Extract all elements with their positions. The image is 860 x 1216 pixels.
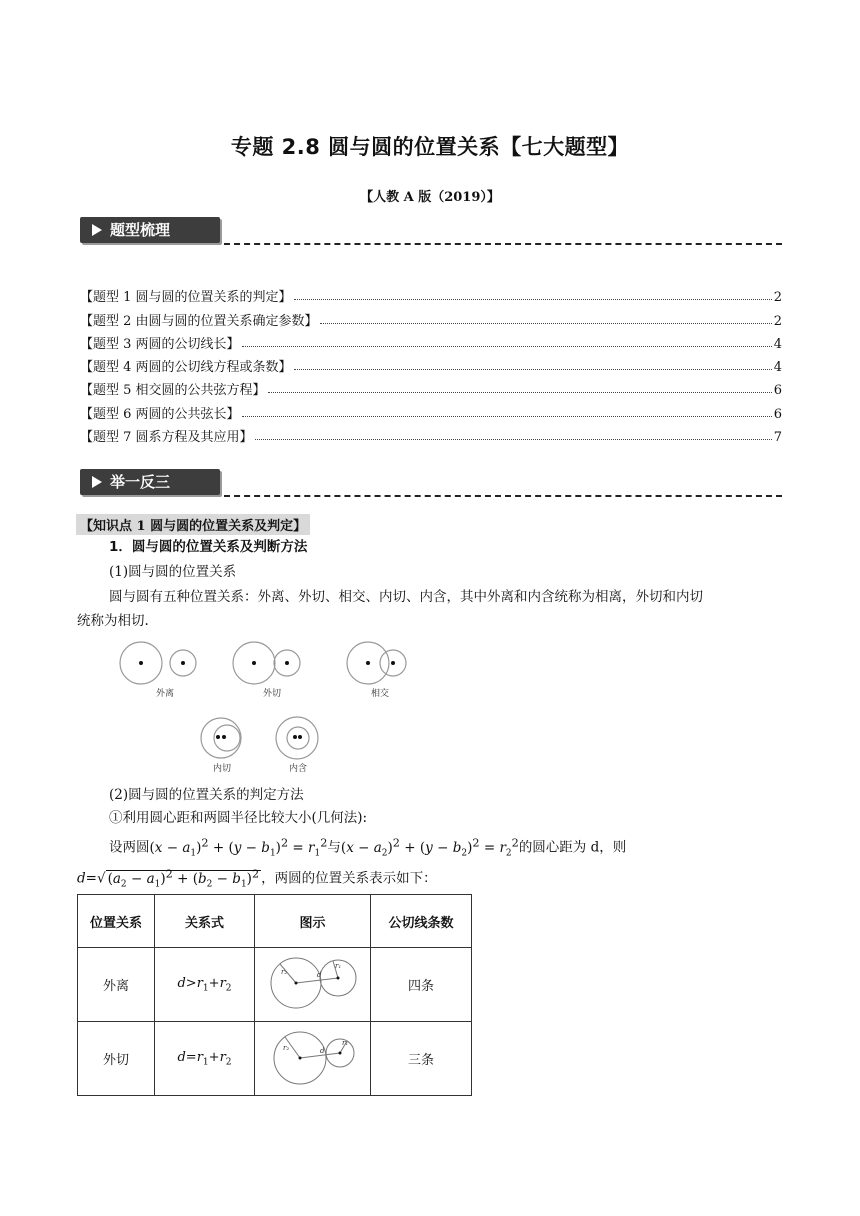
diagram-cell [255,1022,371,1096]
diagram-cell [255,948,371,1022]
count-cell: 三条 [371,1022,472,1096]
toc-entry[interactable] [80,329,782,352]
banner-label: 举一反三 [110,473,171,491]
formula-text: 与 [327,839,341,856]
section-heading: 1．圆与圆的位置关系及判断方法 [109,539,308,555]
section-banner-question-types [80,217,782,247]
dashed-divider [224,495,782,497]
method-text: ①利用圆心距和两圆半径比较大小(几何法): [109,810,368,826]
separate-circles-diagram [263,952,363,1014]
play-arrow-icon [92,476,102,488]
figure-label: 外离 [155,689,175,699]
svg-text:r₂: r₂ [280,967,287,976]
column-header: 图示 [255,895,371,948]
circle [276,717,318,759]
toc-page-number: 2 [773,290,782,306]
figure-label: 内含 [288,764,308,774]
banner-label: 题型梳理 [110,221,171,239]
circle-equation-1: $(x - a_1)^2 + (y - b_1)^2 = r_1^2$ [149,836,328,859]
toc-entry[interactable] [80,352,782,375]
toc-entry[interactable] [80,398,782,421]
toc-page-number: 7 [773,430,782,446]
figure-label: 外切 [262,689,282,699]
toc-page-number: 6 [773,406,782,422]
figure-label: 相交 [370,689,390,699]
toc-leader-dots [242,346,772,347]
toc-entry[interactable] [80,422,782,445]
count-cell: 四条 [371,948,472,1022]
svg-text:r₁: r₁ [341,1038,348,1047]
svg-text:r₂: r₂ [282,1043,289,1052]
table-header-row [78,895,472,948]
document-title: 专题 2.8 圆与圆的位置关系【七大题型】 [230,135,630,159]
paragraph-line: 统称为相切. [77,613,149,629]
figure-label: 内切 [212,764,232,774]
circle-relations-figure [110,638,430,778]
toc-entry[interactable] [80,282,782,305]
toc-entry-label: 【题型 7 圆系方程及其应用】 [80,430,253,446]
toc-entry-label: 【题型 6 两圆的公共弦长】 [80,406,240,422]
play-arrow-icon [92,224,102,236]
formula-text: ，两圆的位置关系表示如下： [261,870,437,887]
relation-cell: 外离 [78,948,155,1022]
toc-entry-label: 【题型 4 两圆的公切线方程或条数】 [80,360,292,376]
table-row [78,948,472,1022]
formula-text: 设两圆 [109,839,150,856]
formula-line [109,832,626,864]
toc-leader-dots [320,323,772,324]
toc-entry-label: 【题型 1 圆与圆的位置关系的判定】 [80,290,292,306]
relation-cell: 外切 [78,1022,155,1096]
section-banner-examples [80,469,782,499]
toc-entry[interactable] [80,305,782,328]
toc-page-number: 2 [773,313,782,329]
toc-leader-dots [242,416,772,417]
column-header: 位置关系 [78,895,155,948]
toc-entry-label: 【题型 3 两圆的公切线长】 [80,336,240,352]
toc-entry[interactable] [80,375,782,398]
toc-leader-dots [268,392,772,393]
toc-leader-dots [255,439,772,440]
svg-text:r₁: r₁ [334,961,341,970]
knowledge-point-heading: 【知识点 1 圆与圆的位置关系及判定】 [76,514,310,535]
dashed-divider [224,243,782,245]
formula-text: 的圆心距为 d，则 [518,839,627,856]
toc-leader-dots [294,299,772,300]
toc-entry-label: 【题型 5 相交圆的公共弦方程】 [80,383,266,399]
toc-page-number: 6 [773,383,782,399]
distance-formula-line [77,863,437,895]
expression-cell: $d=r_1+r_2$ [155,1022,255,1096]
relations-table [77,894,472,1096]
subheading-relations: (1)圆与圆的位置关系 [109,564,237,580]
column-header: 关系式 [155,895,255,948]
edition-subtitle: 【人教 A 版（2019）】 [360,190,500,205]
circle [287,727,309,749]
distance-formula: d=√ $(a_2 - a_1)^2 + (b_2 - b_1)^2$ [77,867,260,890]
column-header: 公切线条数 [371,895,472,948]
toc-page-number: 4 [773,336,782,352]
paragraph-line: 圆与圆有五种位置关系：外离、外切、相交、内切、内含，其中外离和内含统称为相离，外切和内切 [109,589,703,605]
table-of-contents [80,282,782,445]
svg-text:d: d [316,970,321,979]
subheading-methods: (2)圆与圆的位置关系的判定方法 [109,787,304,803]
circle [201,718,241,758]
toc-leader-dots [294,369,772,370]
circle-equation-2: $(x - a_2)^2 + (y - b_2)^2 = r_2^2$ [340,836,519,859]
toc-page-number: 4 [773,360,782,376]
table-row [78,1022,472,1096]
svg-text:d: d [319,1046,324,1055]
external-tangent-diagram [263,1026,363,1088]
toc-entry-label: 【题型 2 由圆与圆的位置关系确定参数】 [80,313,318,329]
expression-cell: $d>r_1+r_2$ [155,948,255,1022]
